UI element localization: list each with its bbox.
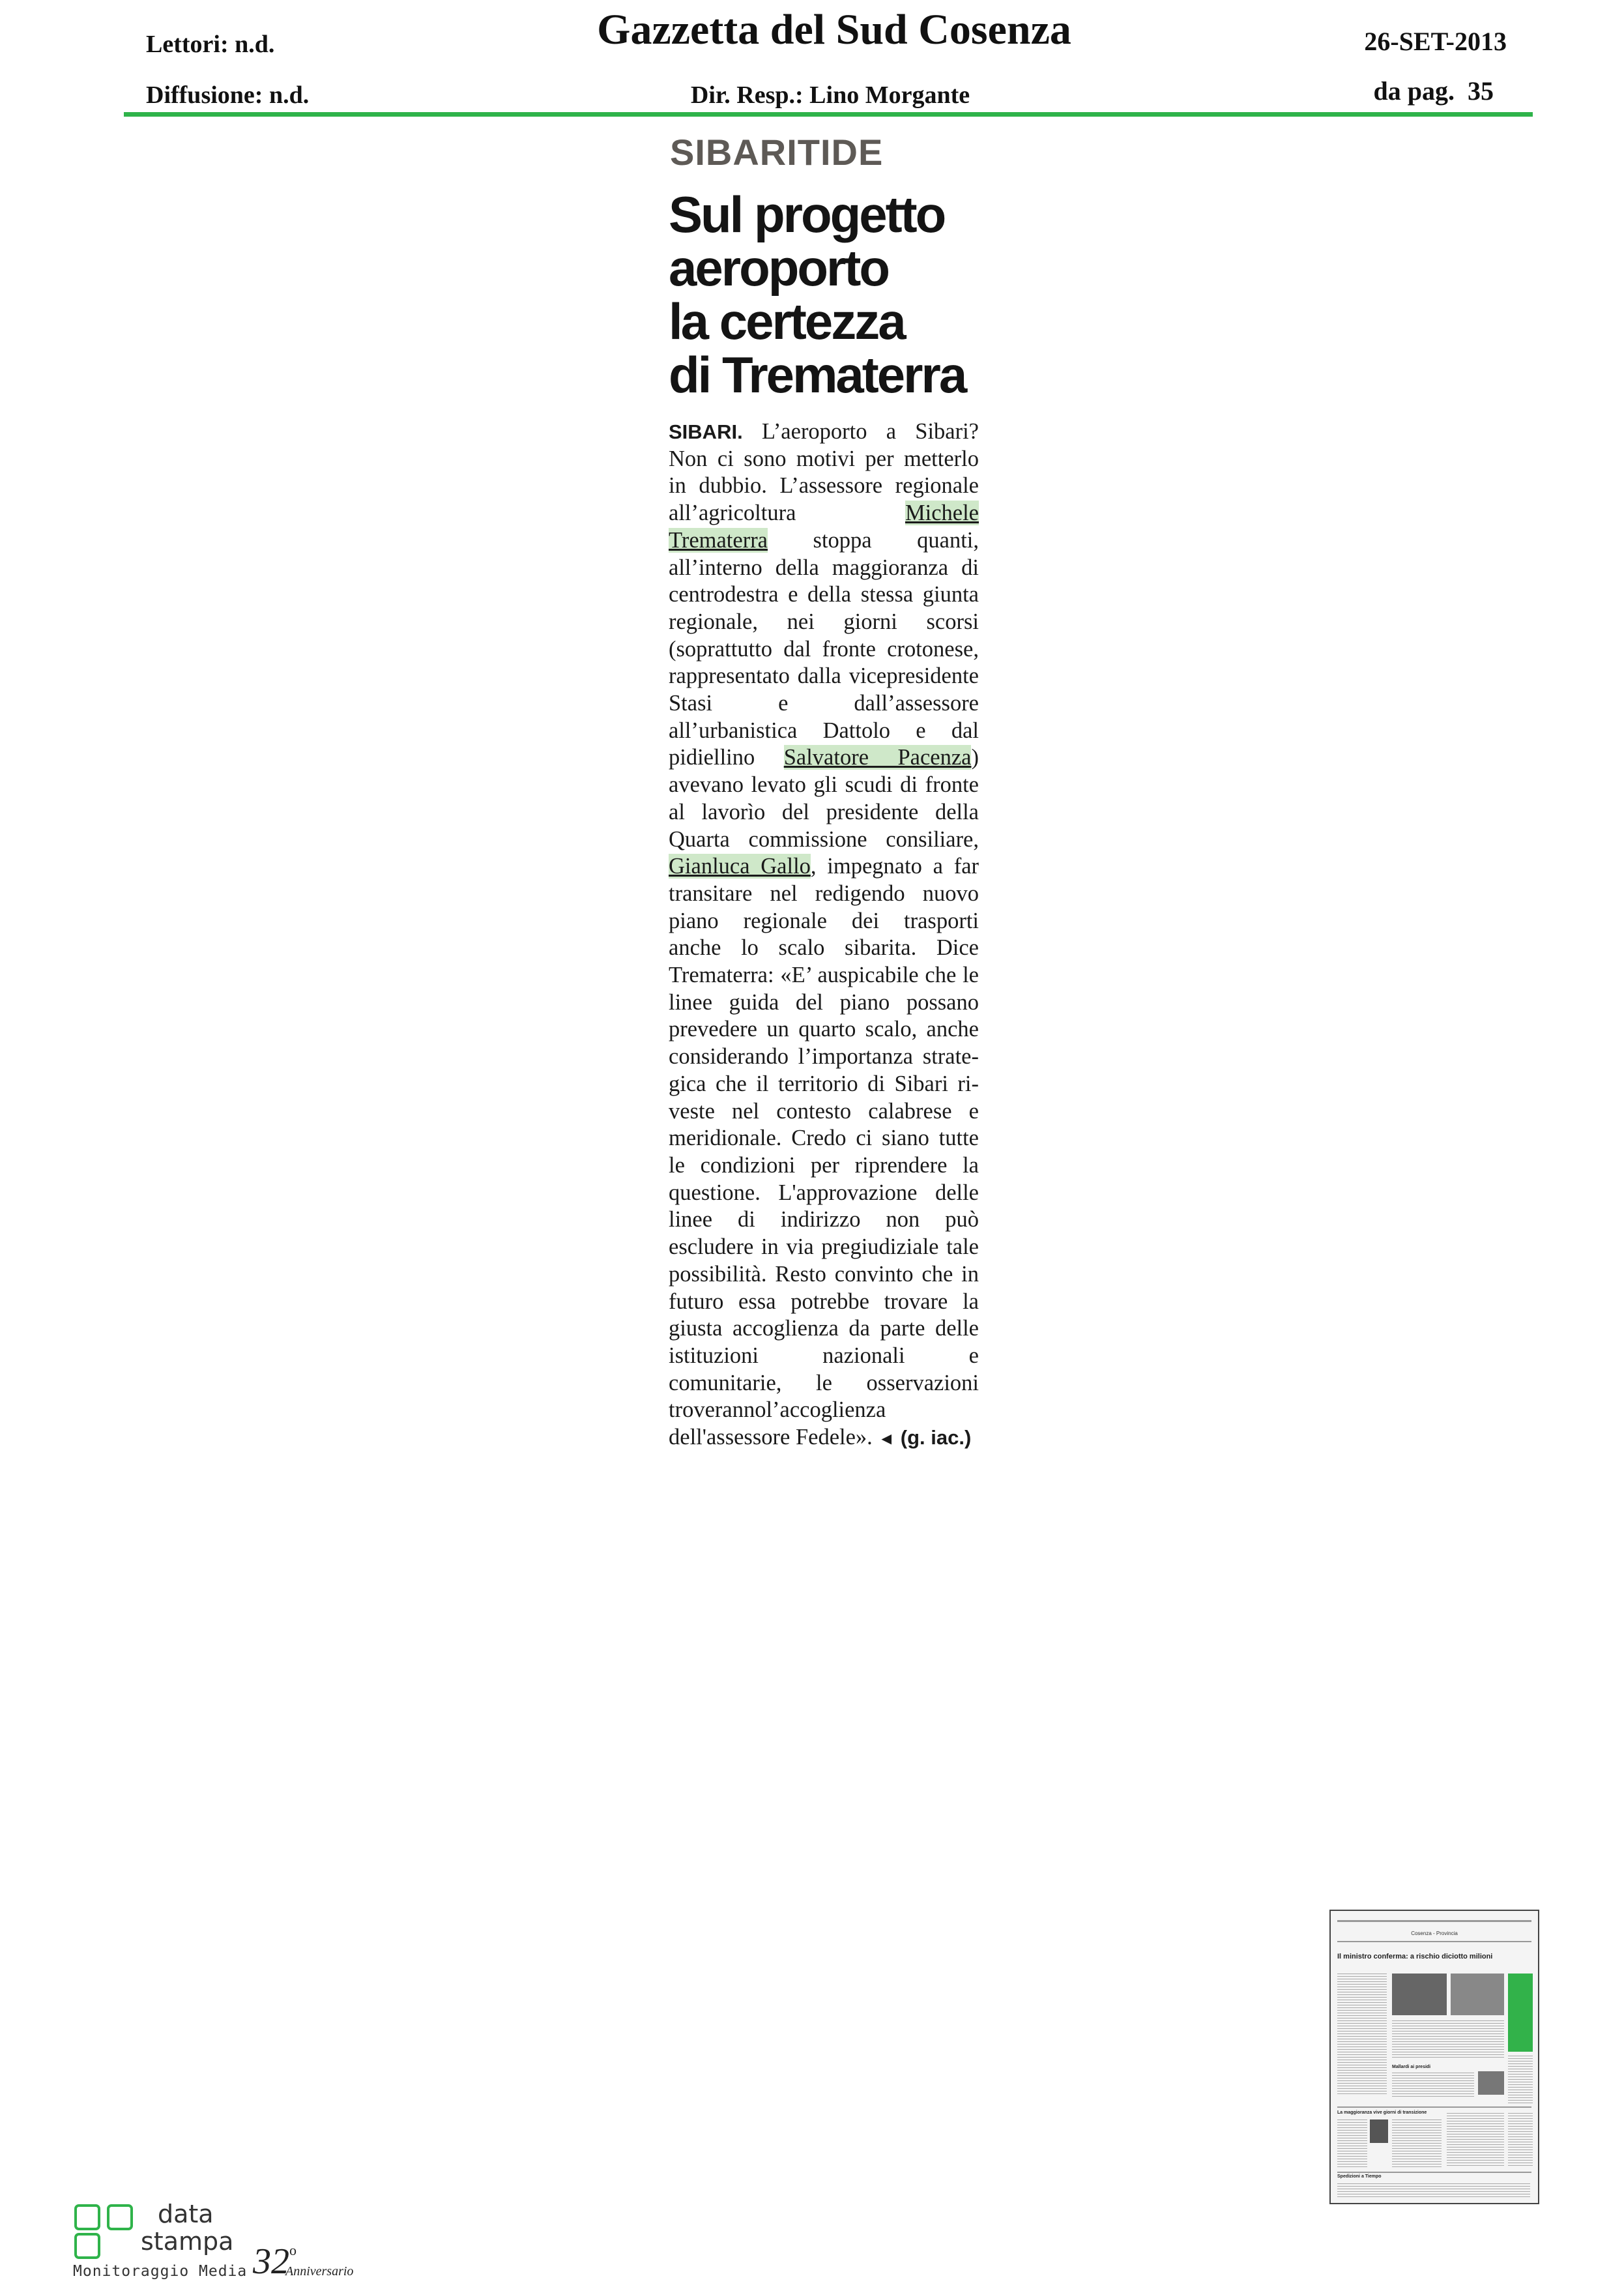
thumbnail-rule [1337, 1920, 1531, 1922]
thumbnail-rule [1337, 1941, 1531, 1942]
body-text: stoppa quanti, all’interno della maggioranza di centrodestra e della stessa giunta regionale, nei giorni scorsi (soprattutto dal fronte crotonese, rappresentato dalla vicepresidente Stasi e dall’assessore all’urbanistica Dattolo e dal pidiellino [669, 527, 979, 770]
thumbnail-photo [1451, 1974, 1504, 2015]
thumbnail-subhead: Spedizioni a Tiempo [1337, 2174, 1382, 2179]
thumbnail-text-column [1337, 2119, 1367, 2168]
article-dateline: SIBARI. [669, 420, 743, 443]
thumbnail-text-column [1392, 2119, 1442, 2168]
thumbnail-photo [1392, 1974, 1447, 2015]
logo-text-stampa: stampa [141, 2227, 234, 2256]
logo-tagline: Monitoraggio Media [73, 2263, 248, 2280]
highlighted-name: Gianluca Gallo [669, 854, 811, 879]
headline-line: aeroporto [669, 239, 889, 297]
anniversary-degree: o [289, 2242, 297, 2258]
thumbnail-text-column [1337, 2183, 1530, 2199]
thumbnail-accent-box [1508, 1974, 1533, 2052]
thumbnail-photo [1478, 2071, 1504, 2095]
thumbnail-subhead: Mallardi ai presidi [1392, 2065, 1431, 2069]
datastampa-logo [70, 2200, 370, 2282]
article-clipping [669, 134, 979, 1453]
thumbnail-text-column [1392, 2020, 1504, 2060]
page-number: 35 [1468, 76, 1494, 106]
headline-line: la certezza [669, 293, 905, 350]
headline-line: di Trematerra [669, 346, 966, 403]
thumbnail-subhead: La maggioranza vive giorni di transizione [1337, 2110, 1427, 2115]
body-text: L’aeroporto a Sibari? Non ci sono motivi per metterlo in dubbio. L’assessore regionale all’agricoltura [669, 419, 979, 526]
article-signature: (g. iac.) [900, 1426, 972, 1449]
thumbnail-text-column [1447, 2113, 1504, 2168]
lettori-label: Lettori: n.d. [146, 31, 275, 58]
thumbnail-section: Cosenza - Provincia [1411, 1930, 1458, 1936]
article-headline [669, 188, 979, 401]
newspaper-masthead: Gazzetta del Sud Cosenza [597, 6, 1071, 53]
highlighted-name: Michele Trematerra [669, 501, 979, 553]
anniversary-label: Anniversario [285, 2264, 354, 2279]
thumbnail-text-column [1392, 2073, 1474, 2097]
logo-square-icon [74, 2204, 100, 2230]
page-reference [1374, 76, 1494, 106]
headline-line: Sul progetto [669, 186, 945, 243]
thumbnail-rule [1337, 2172, 1531, 2173]
highlighted-name: Salvatore Pacenza [783, 745, 972, 770]
thumbnail-text-column [1337, 1974, 1387, 2095]
page-thumbnail [1329, 1910, 1539, 2204]
director-label: Dir. Resp.: Lino Morgante [690, 81, 970, 109]
thumbnail-rule [1337, 2106, 1531, 2108]
page-label: da pag. [1373, 76, 1455, 106]
article-kicker: SIBARITIDE [670, 132, 884, 173]
thumbnail-title: Il ministro conferma: a rischio diciotto milioni [1337, 1953, 1493, 1960]
anniversary-number: 32 [253, 2241, 289, 2282]
end-mark-icon: ◄ [878, 1429, 895, 1449]
thumbnail-photo [1370, 2119, 1388, 2143]
diffusione-label: Diffusione: n.d. [146, 81, 310, 109]
article-body [669, 418, 979, 1453]
logo-square-icon [107, 2204, 133, 2230]
thumbnail-text-column [1508, 2113, 1533, 2168]
logo-text-data: data [158, 2200, 214, 2228]
thumbnail-text-column [1508, 2056, 1533, 2105]
body-text: ) avevano levato gli scudi di fronte al lavorìo del presidente della Quarta commissione consiliare, [669, 745, 979, 852]
header-divider [124, 112, 1533, 117]
publication-date: 26-SET-2013 [1364, 27, 1507, 56]
logo-square-icon [74, 2233, 100, 2259]
body-text: , impegnato a far transitare nel redigendo nuovo piano regionale dei trasporti anche lo scalo sibarita. Dice Trematerra: «E’ auspicabile che le linee guida del piano possano prevedere un quarto scalo, anche considerando l’importanza strategica che il territorio di Sibari riveste nel contesto calabrese e meridionale. Credo ci siano tutte le condizioni per riprendere la questione. L'approvazione delle linee di indirizzo non può escludere in via pregiudiziale tale possibilità. Resto convinto che in futuro essa potrebbe trovare la giusta accoglienza da parte delle istituzioni nazionali e comunitarie, le osservazioni troverannol’accoglienza dell'assessore Fedele». [669, 854, 979, 1450]
